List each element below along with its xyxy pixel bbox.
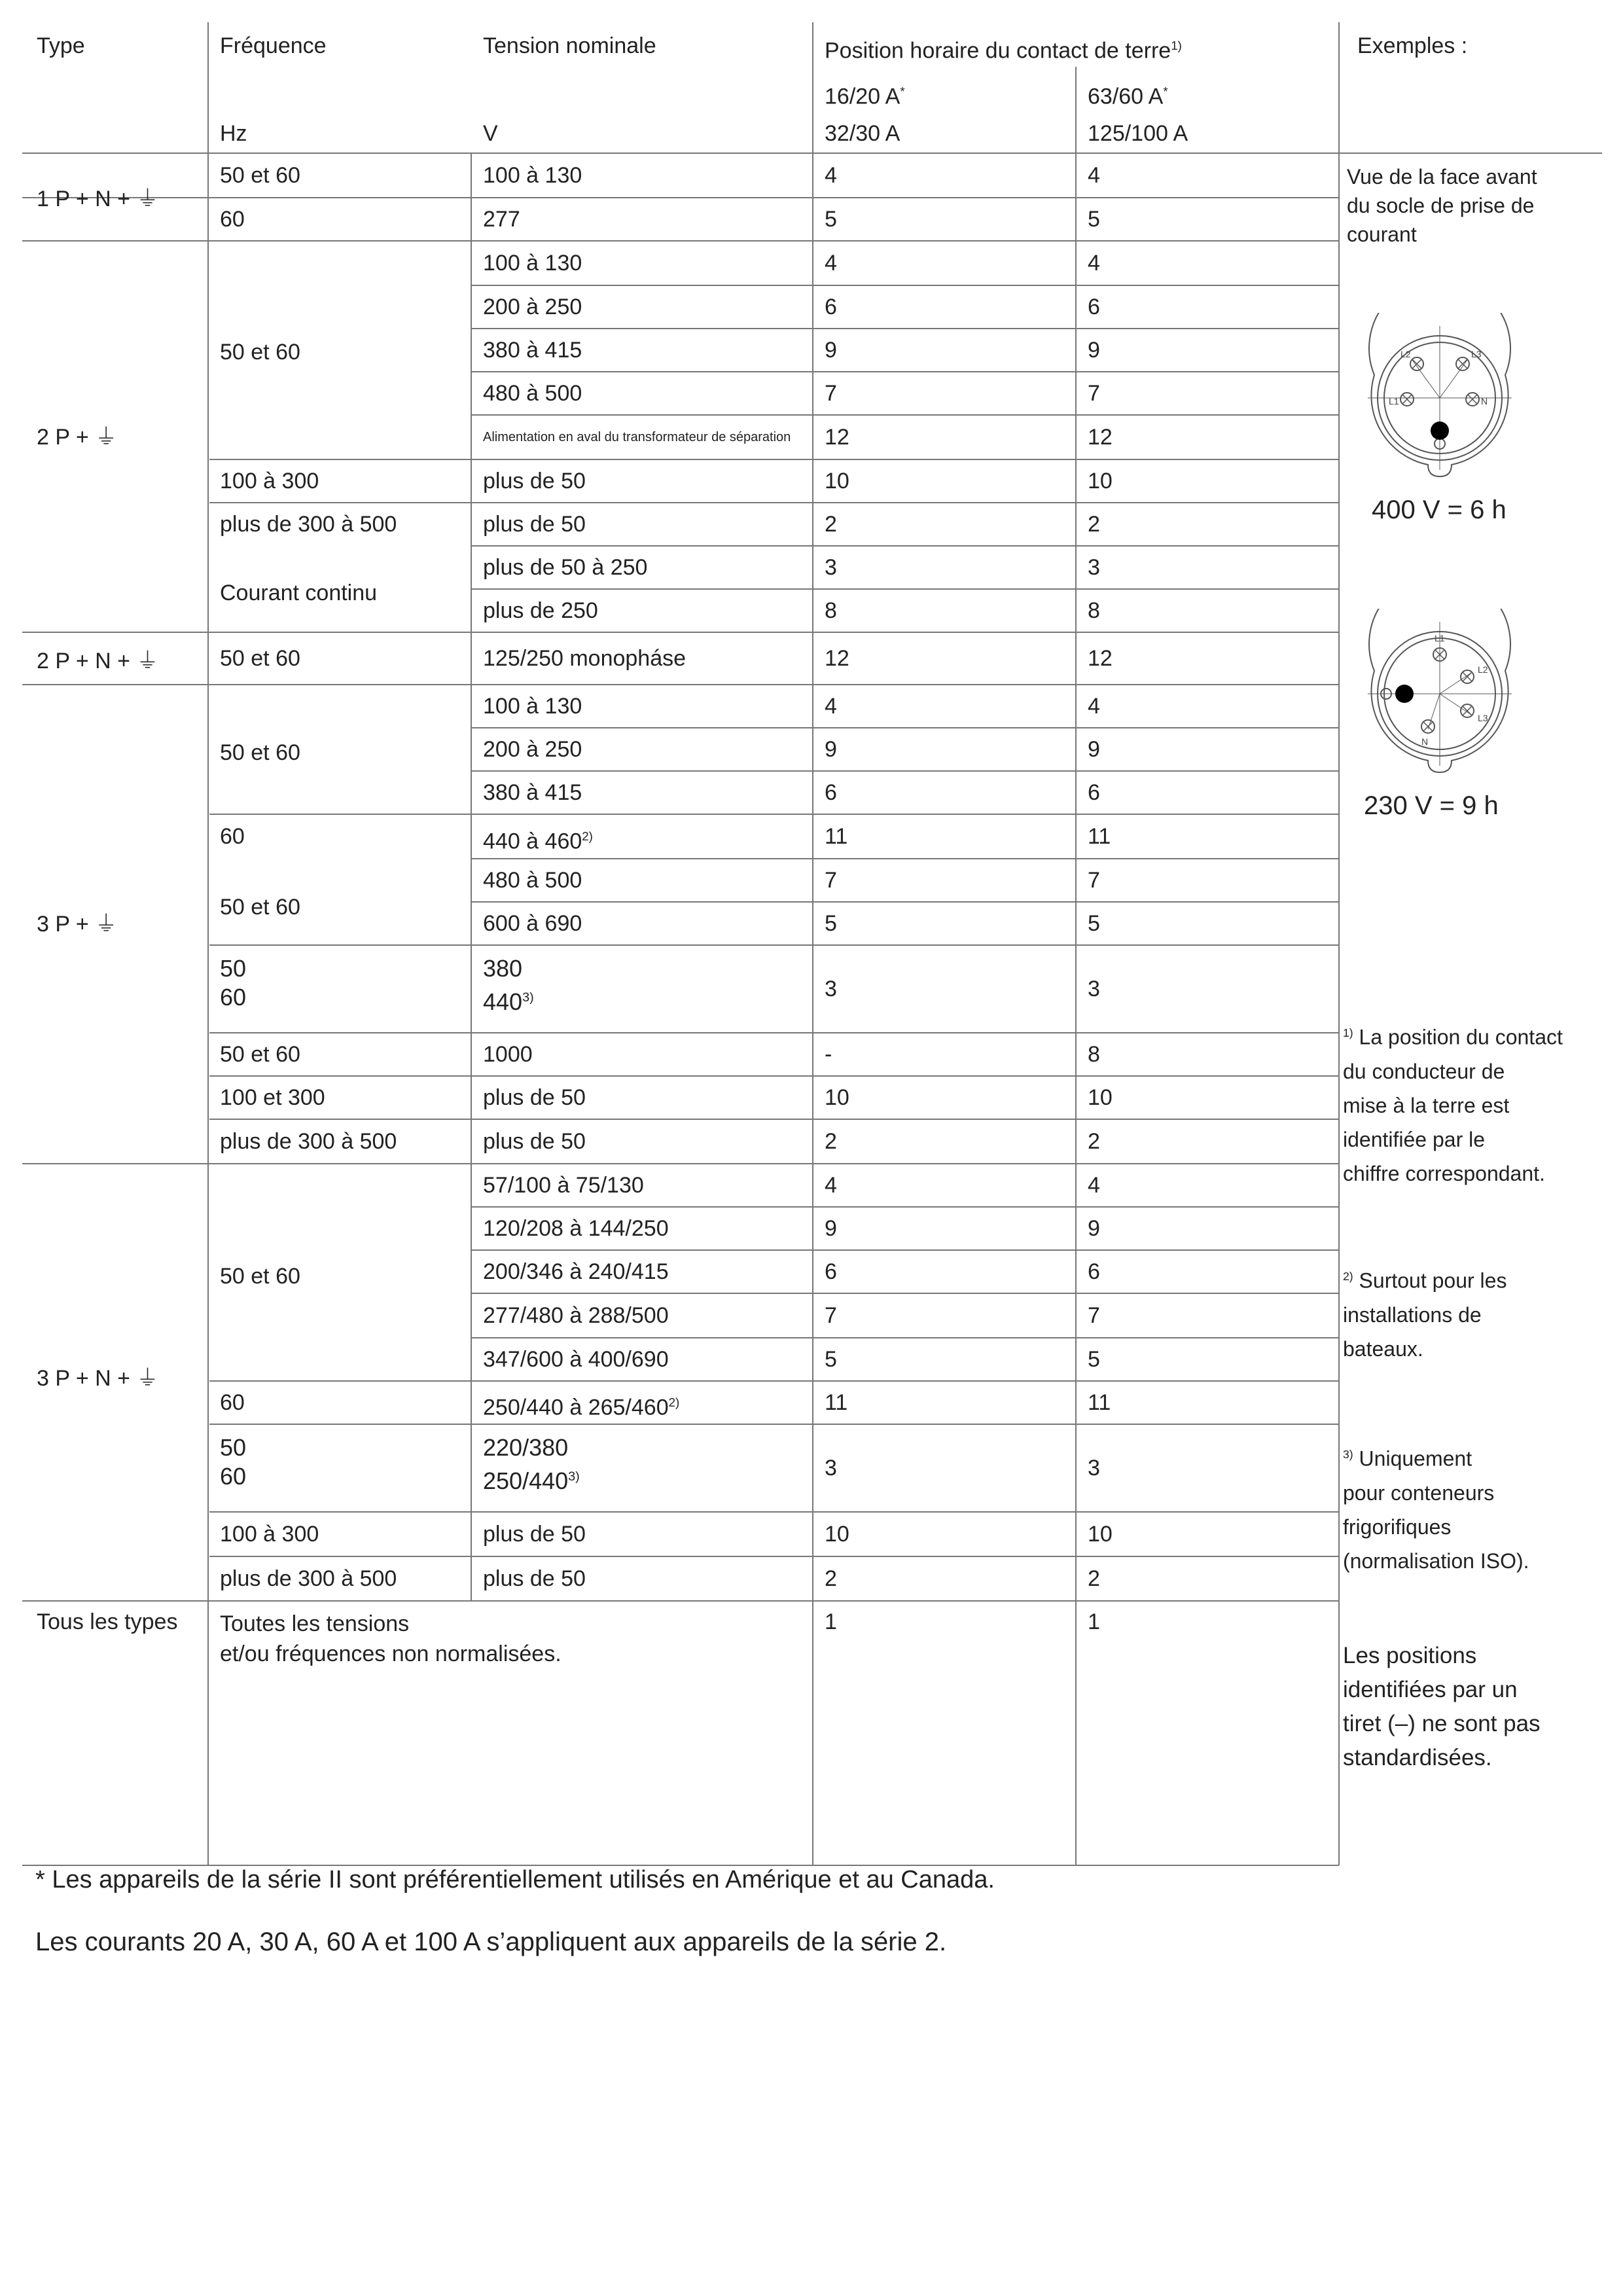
- footer-currents-note: Les courants 20 A, 30 A, 60 A et 100 A s’appliquent aux appareils de la série 2.: [35, 1928, 947, 1956]
- row-col1-value: 4: [825, 694, 837, 719]
- header-col1-b: 32/30 A: [825, 121, 901, 146]
- row-col2-value: 9: [1088, 737, 1100, 762]
- socket-diagram-230v: [1355, 609, 1525, 779]
- note-dash: Les positions identifiées par un tiret (–) ne sont pas standardisées.: [1343, 1643, 1541, 1770]
- row-col2-value: 8: [1088, 598, 1100, 623]
- row-col1-value: 5: [825, 911, 837, 936]
- row-col2-value: 2: [1088, 512, 1100, 537]
- row-col2-value: 5: [1088, 1347, 1100, 1372]
- row-voltage: plus de 50: [483, 512, 586, 537]
- header-voltage: Tension nominale: [483, 33, 656, 58]
- footer-series-note: * Les appareils de la série II sont préférentiellement utilisés en Amérique et au Canada.: [35, 1866, 995, 1893]
- row-col1-value: 12: [825, 646, 849, 671]
- row-col2-value: 7: [1088, 381, 1100, 406]
- row-voltage: 100 à 130: [483, 163, 582, 188]
- row-voltage: plus de 250: [483, 598, 598, 623]
- row-voltage: 100 à 130: [483, 251, 582, 276]
- row-col2-value: 3: [1088, 977, 1100, 1001]
- row-col2-value: 5: [1088, 207, 1100, 232]
- header-position: Position horaire du contact de terre$^{1)}$: [825, 38, 1182, 63]
- row-voltage: 480 à 500: [483, 381, 582, 406]
- last-row-col1: 1: [825, 1609, 837, 1634]
- header-col1-a: 16/20 A*: [825, 84, 905, 109]
- row-col1-value: 11: [825, 1390, 848, 1415]
- socket-diagram-400v: [1355, 313, 1525, 483]
- header-frequency: Fréquence: [220, 33, 327, 58]
- svg-text:L1: L1: [1435, 633, 1445, 643]
- examples-intro: Vue de la face avant du socle de prise de courant: [1347, 165, 1537, 246]
- last-row-voltage: Toutes les tensions et/ou fréquences non normalisées.: [220, 1611, 562, 1666]
- row-col1-value: 10: [825, 1522, 849, 1547]
- row-col1-value: 7: [825, 1303, 837, 1328]
- row-voltage: plus de 50: [483, 1566, 586, 1591]
- row-col1-value: 9: [825, 737, 837, 762]
- row-col1-value: 8: [825, 598, 837, 623]
- svg-text:L3: L3: [1478, 713, 1488, 723]
- row-voltage: 125/250 monopháse: [483, 646, 687, 671]
- row-voltage: 1000: [483, 1042, 533, 1067]
- row-voltage: 277: [483, 207, 520, 232]
- row-voltage: 380 à 415: [483, 338, 582, 363]
- freq-merged: 50 et 60: [220, 895, 300, 920]
- type-3p: 3 P + ⏚: [37, 912, 118, 937]
- row-col2-value: 10: [1088, 469, 1113, 493]
- row-col1-value: 2: [825, 512, 837, 537]
- header-examples: Exemples :: [1357, 33, 1468, 58]
- header-col2-b: 125/100 A: [1088, 121, 1188, 146]
- row-col2-value: 8: [1088, 1042, 1100, 1067]
- row-col1-value: 3: [825, 1456, 837, 1480]
- row-voltage: plus de 50: [483, 1522, 586, 1547]
- row-frequency: 100 à 300: [220, 1522, 319, 1547]
- type-all: Tous les types: [37, 1609, 178, 1634]
- row-voltage: 200/346 à 240/415: [483, 1259, 669, 1284]
- row-col2-value: 7: [1088, 1303, 1100, 1328]
- row-frequency: 50 et 60: [220, 1042, 300, 1067]
- row-voltage: 380 440$^{3)}$: [483, 955, 534, 1015]
- svg-text:L3: L3: [1471, 349, 1482, 359]
- row-col1-value: 4: [825, 1173, 837, 1198]
- row-voltage: 277/480 à 288/500: [483, 1303, 669, 1328]
- row-col2-value: 4: [1088, 694, 1100, 719]
- type-1pn: 1 P + N + ⏚: [37, 187, 159, 211]
- row-col2-value: 9: [1088, 1216, 1100, 1241]
- row-col2-value: 6: [1088, 295, 1100, 319]
- row-col2-value: 4: [1088, 163, 1100, 188]
- row-col2-value: 11: [1088, 824, 1111, 849]
- row-col1-value: 5: [825, 1347, 837, 1372]
- row-col1-value: 2: [825, 1129, 837, 1154]
- row-voltage: 120/208 à 144/250: [483, 1216, 669, 1241]
- row-voltage: 220/380 250/440$^{3)}$: [483, 1434, 580, 1494]
- row-voltage: plus de 50: [483, 469, 586, 493]
- row-col1-value: 6: [825, 780, 837, 805]
- row-frequency: 60: [220, 1390, 245, 1415]
- row-col2-value: 10: [1088, 1085, 1113, 1110]
- row-col1-value: 6: [825, 295, 837, 319]
- row-col1-value: 3: [825, 977, 837, 1001]
- example-230v-label: 230 V = 9 h: [1364, 791, 1499, 820]
- row-voltage: 347/600 à 400/690: [483, 1347, 669, 1372]
- type-3pn: 3 P + N + ⏚: [37, 1366, 159, 1391]
- row-voltage: 440 à 460$^{2)}$: [483, 829, 593, 854]
- row-col2-value: 3: [1088, 555, 1100, 580]
- row-voltage: 57/100 à 75/130: [483, 1173, 644, 1198]
- row-col2-value: 2: [1088, 1129, 1100, 1154]
- row-voltage: plus de 50 à 250: [483, 555, 648, 580]
- row-col1-value: 4: [825, 251, 837, 276]
- header-v: V: [483, 121, 498, 146]
- row-voltage: 480 à 500: [483, 868, 582, 893]
- row-voltage: 200 à 250: [483, 737, 582, 762]
- svg-text:N: N: [1421, 736, 1429, 747]
- svg-text:L1: L1: [1389, 396, 1399, 406]
- type-2pn: 2 P + N + ⏚: [37, 649, 159, 673]
- row-frequency: 60: [220, 824, 245, 849]
- row-col1-value: 11: [825, 824, 848, 849]
- row-col1-value: 6: [825, 1259, 837, 1284]
- row-col1-value: 5: [825, 207, 837, 232]
- row-frequency: plus de 300 à 500: [220, 1129, 397, 1154]
- row-col2-value: 5: [1088, 911, 1100, 936]
- row-voltage: 600 à 690: [483, 911, 582, 936]
- row-voltage: plus de 50: [483, 1129, 586, 1154]
- row-col2-value: 10: [1088, 1522, 1113, 1547]
- row-col2-value: 4: [1088, 251, 1100, 276]
- row-frequency: 50 60: [220, 955, 247, 1011]
- row-frequency: 60: [220, 207, 245, 232]
- row-col1-value: 4: [825, 163, 837, 188]
- freq-merged: 50 et 60: [220, 740, 300, 765]
- row-col2-value: 4: [1088, 1173, 1100, 1198]
- last-row-col2: 1: [1088, 1609, 1100, 1634]
- row-col2-value: 3: [1088, 1456, 1100, 1480]
- freq-merged: 50 et 60: [220, 1264, 300, 1289]
- row-col1-value: 7: [825, 868, 837, 893]
- row-col1-value: -: [825, 1042, 832, 1067]
- row-frequency: 100 et 300: [220, 1085, 325, 1110]
- row-col2-value: 2: [1088, 1566, 1100, 1591]
- type-2p: 2 P + ⏚: [37, 425, 118, 450]
- freq-merged: 50 et 60: [220, 340, 300, 365]
- header-type: Type: [37, 33, 85, 58]
- row-col2-value: 6: [1088, 1259, 1100, 1284]
- row-col1-value: 7: [825, 381, 837, 406]
- svg-text:N: N: [1481, 396, 1488, 406]
- row-col1-value: 12: [825, 425, 849, 450]
- example-400v-label: 400 V = 6 h: [1372, 495, 1507, 524]
- row-voltage: 200 à 250: [483, 295, 582, 319]
- svg-text:L2: L2: [1478, 664, 1488, 675]
- row-frequency: 50 60: [220, 1434, 247, 1490]
- row-frequency: 50 et 60: [220, 163, 300, 188]
- header-hz: Hz: [220, 121, 247, 146]
- note-1: $^{1)}$ La position du contact du conducteur de mise à la terre est identifiée par le chiffre correspondant.: [1343, 1025, 1563, 1185]
- row-frequency: 100 à 300: [220, 469, 319, 493]
- row-col2-value: 12: [1088, 646, 1113, 671]
- row-voltage: 100 à 130: [483, 694, 582, 719]
- row-col1-value: 10: [825, 469, 849, 493]
- header-col2-a: 63/60 A*: [1088, 84, 1168, 109]
- row-col2-value: 9: [1088, 338, 1100, 363]
- row-frequency: plus de 300 à 500: [220, 512, 397, 537]
- svg-text:L2: L2: [1400, 349, 1411, 359]
- row-voltage: 380 à 415: [483, 780, 582, 805]
- row-col2-value: 12: [1088, 425, 1113, 450]
- freq-merged: Courant continu: [220, 581, 378, 605]
- row-col1-value: 3: [825, 555, 837, 580]
- note-2: $^{2)}$ Surtout pour les installations de bateaux.: [1343, 1268, 1507, 1361]
- row-frequency: plus de 300 à 500: [220, 1566, 397, 1591]
- row-col1-value: 9: [825, 1216, 837, 1241]
- row-frequency: 50 et 60: [220, 646, 300, 671]
- row-voltage: Alimentation en aval du transformateur de séparation: [483, 430, 791, 444]
- row-col2-value: 11: [1088, 1390, 1111, 1415]
- row-col1-value: 2: [825, 1566, 837, 1591]
- row-col1-value: 10: [825, 1085, 849, 1110]
- row-voltage: 250/440 à 265/460$^{2)}$: [483, 1395, 680, 1420]
- row-col1-value: 9: [825, 338, 837, 363]
- row-col2-value: 7: [1088, 868, 1100, 893]
- row-col2-value: 6: [1088, 780, 1100, 805]
- note-3: $^{3)}$ Uniquement pour conteneurs frigorifiques (normalisation ISO).: [1343, 1446, 1529, 1573]
- row-voltage: plus de 50: [483, 1085, 586, 1110]
